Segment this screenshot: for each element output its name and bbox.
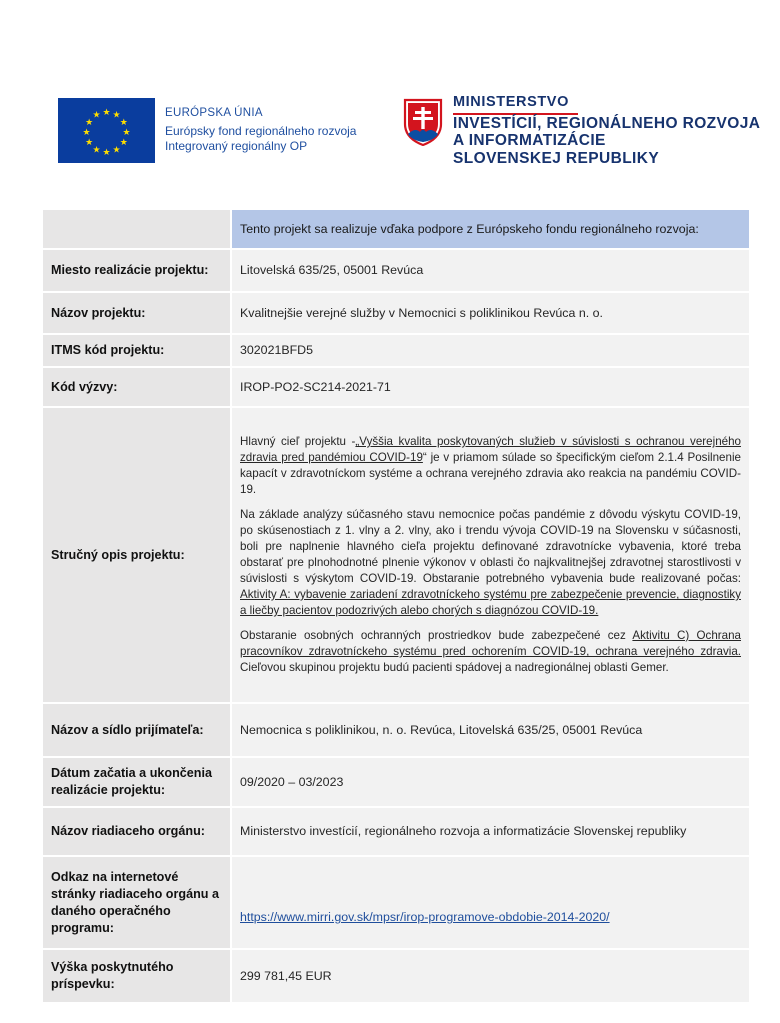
description-row — [43, 408, 749, 702]
eu-program-name: Integrovaný regionálny OP — [165, 139, 308, 153]
row-label: Názov projektu: — [43, 293, 232, 333]
svg-text:★: ★ — [112, 145, 121, 156]
intro-text: Tento projekt sa realizuje vďaka podpore z Európskeho fondu regionálneho rozvoja: — [232, 210, 749, 248]
row-value: 09/2020 – 03/2023 — [232, 758, 749, 806]
managing-authority-link[interactable]: https://www.mirri.gov.sk/mpsr/irop-programove-obdobie-2014-2020/ — [240, 910, 610, 924]
document-header — [0, 0, 780, 200]
slovak-crest-icon — [403, 98, 443, 146]
row-label: ITMS kód projektu: — [43, 335, 232, 366]
row-label: Dátum začatia a ukončenia realizácie projektu: — [43, 758, 232, 806]
svg-text:★: ★ — [102, 108, 111, 118]
svg-text:★: ★ — [102, 148, 111, 158]
project-goal-underlined: „Vyššia kvalita poskytovaných služieb v súvislosti s ochranou verejného zdravia pred pandémiou COVID-19 — [240, 435, 741, 464]
eu-text-block — [165, 106, 356, 154]
ministry-name-line-2: INVESTÍCIÍ, REGIONÁLNEHO ROZVOJA — [453, 114, 761, 132]
row-value: Kvalitnejšie verejné služby v Nemocnici s poliklinikou Revúca n. o. — [232, 293, 749, 333]
svg-text:★: ★ — [112, 110, 121, 121]
activity-c-underlined: Aktivitu C) Ochrana pracovníkov zdravotníckeho systému pred ochorením COVID-19, ochrana verejného zdravia. — [240, 629, 741, 658]
description-text: Cieľovou skupinou projektu budú pacienti spádovej a nadregionálnej oblasti Gemer. — [240, 661, 669, 674]
row-label: Kód výzvy: — [43, 368, 232, 406]
svg-text:★: ★ — [85, 118, 94, 128]
table-row — [43, 704, 749, 756]
link-cell — [232, 857, 749, 948]
svg-text:★: ★ — [122, 128, 131, 138]
description-text: Obstaranie osobných ochranných prostriedkov bude zabezpečené cez — [240, 629, 633, 642]
eu-flag-icon — [58, 98, 155, 163]
description-text: “ je v priamom súlade so špecifickým cieľom 2.1.4 Posilnenie kapacít v zdravotníckom systéme a ochrana verejného zdravia ako reakcia na pandémiu COVID-19. — [240, 451, 741, 496]
svg-text:★: ★ — [119, 138, 128, 148]
svg-text:★: ★ — [92, 110, 101, 121]
row-value: Ministerstvo investícií, regionálneho rozvoja a informatizácie Slovenskej republiky — [232, 808, 749, 855]
link-row — [43, 857, 749, 948]
row-label: Názov a sídlo prijímateľa: — [43, 704, 232, 756]
ministry-name-line-3: A INFORMATIZÁCIE — [453, 132, 606, 149]
description-paragraph-2 — [240, 507, 741, 619]
table-row — [43, 368, 749, 406]
row-label: Názov riadiaceho orgánu: — [43, 808, 232, 855]
description-text: Na základe analýzy súčasného stavu nemocnice počas pandémie z dôvodu výskytu COVID-19, po skúsenostiach z 1. vlny a 2. vlny, ako i trendu vývoja COVID-19 na Slovensku v súčasnosti, boli pre naplnenie hlavného cieľa projektu definované zdravotnícke vybavenia, ktoré treba obstarať pre plnohodnotné plnenie výkonov v oblasti čo najkvalitnejšej zdravotnej starostlivosti v súvislosti s výskytom COVID-19. Obstaranie potrebného vybavenia bude realizované počas: — [240, 508, 741, 585]
row-value: 302021BFD5 — [232, 335, 749, 366]
amount-value: 299 781,45 EUR — [232, 950, 749, 1002]
project-info-table — [43, 208, 749, 1004]
description-paragraph-1 — [240, 434, 741, 498]
ministry-name-line-4: SLOVENSKEJ REPUBLIKY — [453, 149, 660, 167]
eu-title: EURÓPSKA ÚNIA — [165, 107, 263, 119]
header-empty-cell — [43, 210, 232, 248]
table-row — [43, 808, 749, 855]
row-value: Nemocnica s poliklinikou, n. o. Revúca, Litovelská 635/25, 05001 Revúca — [232, 704, 749, 756]
ministry-title: MINISTERSTVO — [453, 94, 569, 110]
svg-text:★: ★ — [82, 128, 91, 138]
table-row — [43, 250, 749, 291]
link-label: Odkaz na internetové stránky riadiaceho orgánu a daného operačného programu: — [43, 857, 232, 948]
eu-fund-name: Európsky fond regionálneho rozvoja — [165, 124, 357, 138]
svg-text:★: ★ — [119, 118, 128, 128]
row-value: IROP-PO2-SC214-2021-71 — [232, 368, 749, 406]
ministry-text-block — [453, 94, 760, 167]
description-value — [232, 408, 749, 702]
svg-text:★: ★ — [92, 145, 101, 156]
amount-label: Výška poskytnutého príspevku: — [43, 950, 232, 1002]
description-paragraph-3 — [240, 628, 741, 676]
table-row — [43, 758, 749, 806]
row-label: Miesto realizácie projektu: — [43, 250, 232, 291]
table-row — [43, 293, 749, 333]
table-row — [43, 335, 749, 366]
description-text: Hlavný cieľ projektu - — [240, 435, 356, 448]
svg-text:★: ★ — [85, 138, 94, 148]
amount-row — [43, 950, 749, 1002]
table-header-row — [43, 210, 749, 248]
row-value: Litovelská 635/25, 05001 Revúca — [232, 250, 749, 291]
activity-a-underlined: Aktivity A: vybavenie zariadení zdravotníckeho systému pre zabezpečenie prevencie, diagnostiky a liečby pacientov podozrivých alebo chorých s diagnózou COVID-19. — [240, 588, 741, 617]
description-label: Stručný opis projektu: — [43, 408, 232, 702]
